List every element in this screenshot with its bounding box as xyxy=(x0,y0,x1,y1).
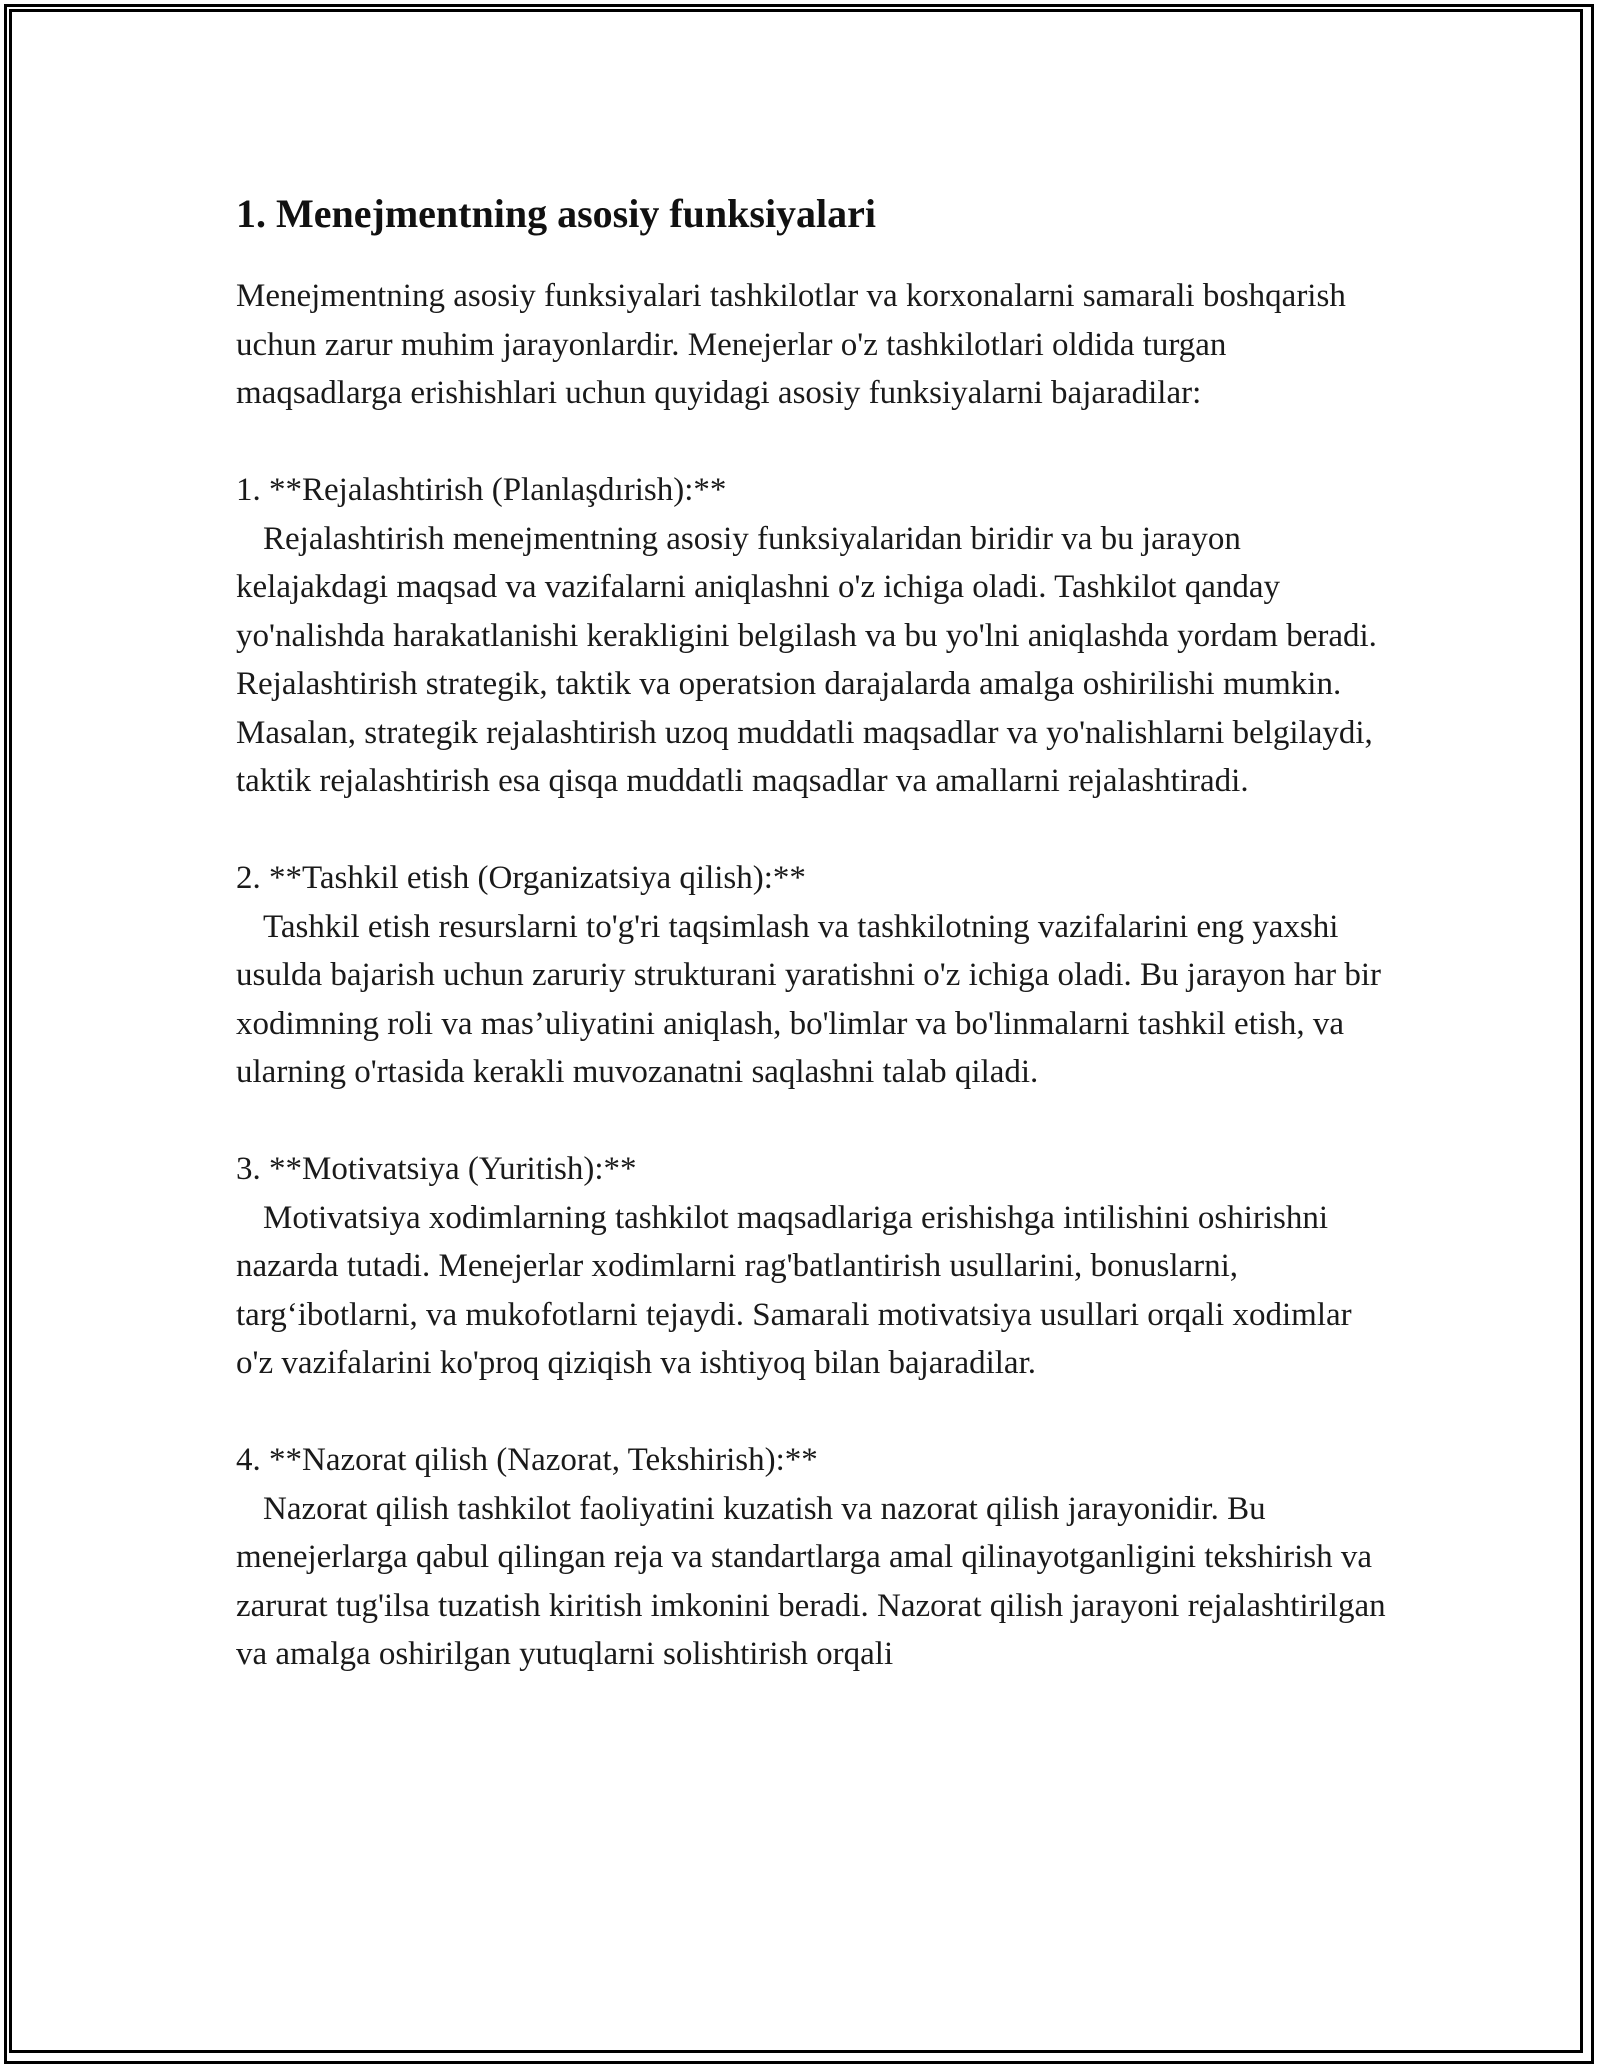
section-control xyxy=(236,1436,1386,1679)
section-title: 3. **Motivatsiya (Yuritish):** xyxy=(236,1151,637,1187)
intro-paragraph: Menejmentning asosiy funksiyalari tashkilotlar va korxonalarni samarali boshqarish uchun zarur muhim jarayonlardir. Menejerlar o'z tashkilotlari oldida turgan maqsadlarga erishishlari uchun quyidagi asosiy funksiyalarni bajaradilar: xyxy=(236,278,1346,411)
section-planning xyxy=(236,466,1386,806)
section-body: Motivatsiya xodimlarning tashkilot maqsadlariga erishishga intilishini oshirishni nazarda tutadi. Menejerlar xodimlarni rag'batlantirish usullarini, bonuslarni, targ‘ibotlarni, va mukofotlarni tejaydi. Samarali motivatsiya usullari orqali xodimlar o'z vazifalarini ko'proq qiziqish va ishtiyoq bilan bajaradilar. xyxy=(236,1199,1352,1381)
section-title: 4. **Nazorat qilish (Nazorat, Tekshirish):** xyxy=(236,1442,818,1478)
page-title: 1. Menejmentning asosiy funksiyalari xyxy=(236,191,877,236)
section-organizing xyxy=(236,854,1386,1097)
section-body: Rejalashtirish menejmentning asosiy funksiyalaridan biridir va bu jarayon kelajakdagi maqsad va vazifalarni aniqlashni o'z ichiga oladi. Tashkilot qanday yo'nalishda harakatlanishi kerakligini belgilash va bu yo'lni aniqlashda yordam beradi. Rejalashtirish strategik, taktik va operatsion darajalarda amalga oshirilishi mumkin. Masalan, strategik rejalashtirish uzoq muddatli maqsadlar va yo'nalishlarni belgilaydi, taktik rejalashtirish esa qisqa muddatli maqsadlar va amallarni rejalashtiradi. xyxy=(236,520,1377,799)
section-body: Nazorat qilish tashkilot faoliyatini kuzatish va nazorat qilish jarayonidir. Bu menejerlarga qabul qilingan reja va standartlarga amal qilinayotganligini tekshirish va zarurat tug'ilsa tuzatish kiritish imkonini beradi. Nazorat qilish jarayoni rejalashtirilgan va amalga oshirilgan yutuqlarni solishtirish orqali xyxy=(236,1490,1386,1672)
section-body: Tashkil etish resurslarni to'g'ri taqsimlash va tashkilotning vazifalarini eng yaxshi usulda bajarish uchun zaruriy strukturani yaratishni o'z ichiga oladi. Bu jarayon har bir xodimning roli va mas’uliyatini aniqlash, bo'limlar va bo'linmalarni tashkil etish, va ularning o'rtasida kerakli muvozanatni saqlashni talab qiladi. xyxy=(236,908,1382,1090)
document-body xyxy=(236,186,1386,1679)
section-motivation xyxy=(236,1145,1386,1388)
section-title: 1. **Rejalashtirish (Planlaşdırish):** xyxy=(236,472,727,508)
section-title: 2. **Tashkil etish (Organizatsiya qilish):** xyxy=(236,860,806,896)
